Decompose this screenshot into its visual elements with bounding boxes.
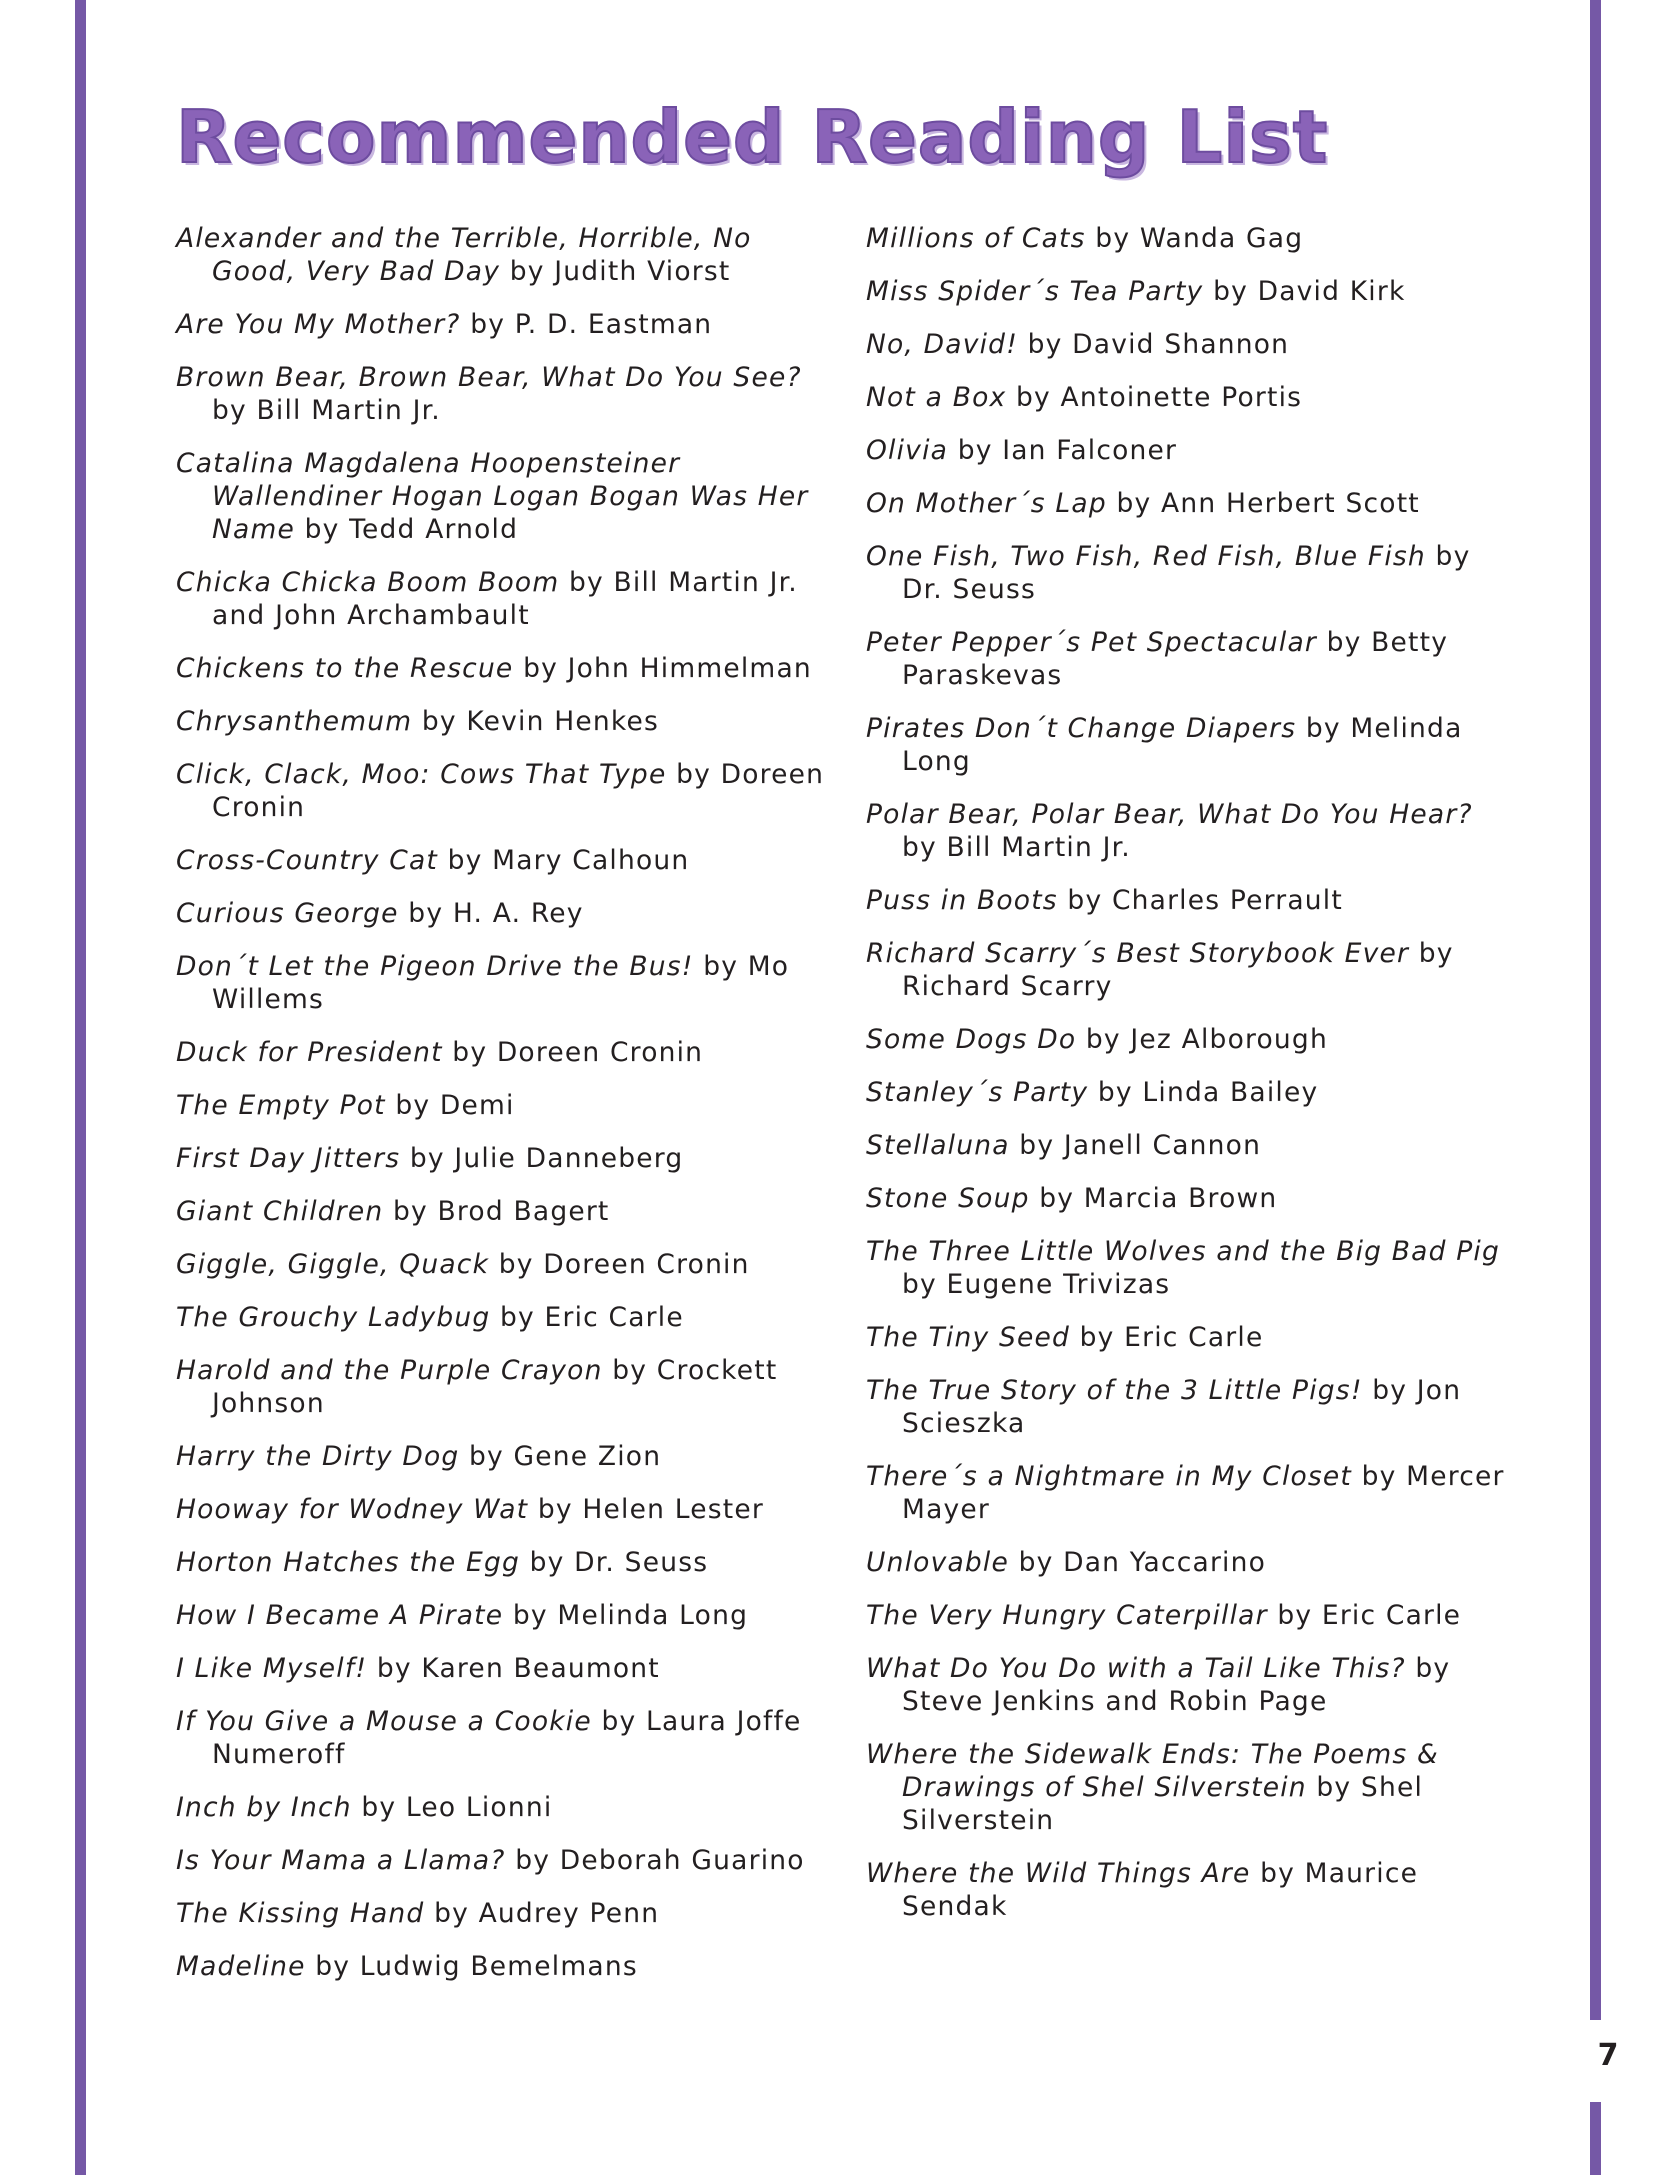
- book-author: by Julie Danneberg: [409, 1143, 684, 1174]
- book-title: Click, Clack, Moo: Cows That Type: [176, 759, 667, 790]
- book-title: Polar Bear, Polar Bear, What Do You Hear?: [866, 799, 1473, 830]
- book-author: by Bill Martin Jr.: [212, 395, 441, 426]
- book-entry: [176, 1599, 831, 1632]
- book-entry: [176, 950, 831, 1016]
- book-author: by Ludwig Bemelmans: [315, 1951, 638, 1982]
- book-entry: [176, 566, 831, 632]
- book-author: by Dr. Seuss: [529, 1547, 709, 1578]
- book-title: Pirates Don´t Change Diapers: [866, 713, 1297, 744]
- book-author: by Eugene Trivizas: [902, 1269, 1171, 1300]
- book-title: Not a Box: [866, 382, 1007, 413]
- book-entry: [866, 712, 1506, 778]
- book-author: by Bill Martin Jr. and John Archambault: [212, 567, 798, 631]
- book-title: The Tiny Seed: [866, 1322, 1071, 1353]
- book-author: by Helen Lester: [537, 1494, 764, 1525]
- book-title: Peter Pepper´s Pet Spectacular: [866, 627, 1318, 658]
- book-author: by Melinda Long: [512, 1600, 749, 1631]
- book-author: by Maurice Sendak: [902, 1858, 1419, 1922]
- book-title: Miss Spider´s Tea Party: [866, 276, 1204, 307]
- book-author: by David Kirk: [1213, 276, 1406, 307]
- book-entry: [176, 361, 831, 427]
- book-entry: [176, 705, 831, 738]
- book-title: Chickens to the Rescue: [176, 653, 514, 684]
- book-author: by Eric Carle: [1079, 1322, 1264, 1353]
- book-title: Chicka Chicka Boom Boom: [176, 567, 560, 598]
- book-entry: [866, 1460, 1506, 1526]
- book-title: Harry the Dirty Dog: [176, 1441, 460, 1472]
- book-author: by Crockett Johnson: [212, 1355, 778, 1419]
- book-entry: [176, 844, 831, 877]
- right-border-bar-lower: [1590, 2102, 1601, 2175]
- book-author: by John Himmelman: [523, 653, 812, 684]
- book-author: by Gene Zion: [469, 1441, 662, 1472]
- book-author: by Shel Silverstein: [902, 1772, 1424, 1836]
- book-title: If You Give a Mouse a Cookie: [176, 1706, 592, 1737]
- book-entry: [866, 1321, 1506, 1354]
- book-title: Are You My Mother?: [176, 309, 461, 340]
- book-author: by Charles Perrault: [1067, 885, 1343, 916]
- book-entry: [176, 758, 831, 824]
- book-author: by Mary Calhoun: [447, 845, 690, 876]
- book-entry: [866, 381, 1506, 414]
- book-author: by H. A. Rey: [408, 898, 584, 929]
- book-title: Duck for President: [176, 1037, 443, 1068]
- book-entry: [866, 1129, 1506, 1162]
- book-title: On Mother´s Lap: [866, 488, 1107, 519]
- book-entry: [176, 1248, 831, 1281]
- book-entry: [176, 897, 831, 930]
- left-border-bar: [75, 0, 86, 2175]
- book-title: Catalina Magdalena Hoopensteiner Wallendiner Hogan Logan Bogan Was Her Name: [176, 448, 809, 545]
- book-author: by Doreen Cronin: [498, 1249, 750, 1280]
- book-author: by Eric Carle: [1277, 1600, 1462, 1631]
- book-author: by Tedd Arnold: [304, 514, 519, 545]
- book-title: What Do You Do with a Tail Like This?: [866, 1653, 1406, 1684]
- book-title: Cross-Country Cat: [176, 845, 439, 876]
- book-entry: [866, 328, 1506, 361]
- book-entry: [176, 1652, 831, 1685]
- book-author: by Antoinette Portis: [1016, 382, 1303, 413]
- book-author: by Melinda Long: [902, 713, 1463, 777]
- book-title: How I Became A Pirate: [176, 1600, 504, 1631]
- book-title: No, David!: [866, 329, 1019, 360]
- book-author: by Jon Scieszka: [902, 1375, 1462, 1439]
- book-entry: [866, 1546, 1506, 1579]
- book-title: Giant Children: [176, 1196, 384, 1227]
- page-title: Recommended Reading List: [176, 95, 1329, 179]
- book-title: Richard Scarry´s Best Storybook Ever: [866, 938, 1410, 969]
- book-author: by Audrey Penn: [434, 1898, 660, 1929]
- reading-list-left-column: [176, 222, 831, 2003]
- book-entry: [176, 1950, 831, 1983]
- book-title: Unlovable: [866, 1547, 1009, 1578]
- book-entry: [866, 1182, 1506, 1215]
- book-title: The Three Little Wolves and the Big Bad Pig: [866, 1236, 1501, 1267]
- book-title: Chrysanthemum: [176, 706, 413, 737]
- book-title: Brown Bear, Brown Bear, What Do You See?: [176, 362, 802, 393]
- book-author: by Dr. Seuss: [902, 541, 1471, 605]
- book-title: I Like Myself!: [176, 1653, 368, 1684]
- book-entry: [176, 447, 831, 546]
- book-entry: [866, 1235, 1506, 1301]
- book-title: Some Dogs Do: [866, 1024, 1077, 1055]
- book-title: Stellaluna: [866, 1130, 1010, 1161]
- book-author: by Karen Beaumont: [376, 1653, 660, 1684]
- reading-list-right-column: [866, 222, 1506, 1943]
- book-entry: [866, 222, 1506, 255]
- book-entry: [176, 1195, 831, 1228]
- book-entry: [866, 275, 1506, 308]
- book-title: Don´t Let the Pigeon Drive the Bus!: [176, 951, 694, 982]
- book-author: by Betty Paraskevas: [902, 627, 1449, 691]
- book-entry: [176, 1791, 831, 1824]
- book-title: Stanley´s Party: [866, 1077, 1089, 1108]
- book-entry: [866, 798, 1506, 864]
- book-title: Horton Hatches the Egg: [176, 1547, 521, 1578]
- book-title: Madeline: [176, 1951, 306, 1982]
- book-title: Giggle, Giggle, Quack: [176, 1249, 490, 1280]
- book-entry: [176, 1897, 831, 1930]
- book-author: by Jez Alborough: [1085, 1024, 1328, 1055]
- book-entry: [176, 1036, 831, 1069]
- book-author: by Linda Bailey: [1097, 1077, 1319, 1108]
- book-title: The Kissing Hand: [176, 1898, 425, 1929]
- book-title: Olivia: [866, 435, 949, 466]
- book-entry: [176, 308, 831, 341]
- book-author: by David Shannon: [1027, 329, 1290, 360]
- book-author: by Ann Herbert Scott: [1116, 488, 1420, 519]
- book-author: by Dan Yaccarino: [1018, 1547, 1267, 1578]
- book-title: Inch by Inch: [176, 1792, 352, 1823]
- book-entry: [866, 434, 1506, 467]
- book-title: Harold and the Purple Crayon: [176, 1355, 603, 1386]
- book-entry: [176, 1493, 831, 1526]
- book-title: Where the Sidewalk Ends: The Poems & Drawings of Shel Silverstein: [866, 1739, 1439, 1803]
- book-entry: [176, 1844, 831, 1877]
- book-author: by Deborah Guarino: [515, 1845, 805, 1876]
- book-entry: [176, 1089, 831, 1122]
- book-author: by Kevin Henkes: [421, 706, 659, 737]
- book-entry: [176, 1546, 831, 1579]
- book-title: Hooway for Wodney Wat: [176, 1494, 529, 1525]
- book-title: The Very Hungry Caterpillar: [866, 1600, 1268, 1631]
- book-author: by Wanda Gag: [1095, 223, 1304, 254]
- book-entry: [866, 1374, 1506, 1440]
- book-author: by Bill Martin Jr.: [902, 832, 1131, 863]
- book-entry: [866, 1738, 1506, 1837]
- book-entry: [866, 1857, 1506, 1923]
- book-author: by Eric Carle: [500, 1302, 684, 1333]
- book-author: by Leo Lionni: [361, 1792, 553, 1823]
- book-author: by Doreen Cronin: [452, 1037, 704, 1068]
- book-author: by Mercer Mayer: [902, 1461, 1505, 1525]
- book-author: by Ian Falconer: [957, 435, 1178, 466]
- book-author: by P. D. Eastman: [470, 309, 713, 340]
- book-author: by Doreen Cronin: [212, 759, 825, 823]
- book-title: The Grouchy Ladybug: [176, 1302, 491, 1333]
- book-title: Stone Soup: [866, 1183, 1030, 1214]
- book-author: by Brod Bagert: [393, 1196, 610, 1227]
- book-author: by Janell Cannon: [1019, 1130, 1262, 1161]
- page-number: 7: [1597, 2038, 1619, 2073]
- book-entry: [866, 487, 1506, 520]
- book-author: by Mo Willems: [212, 951, 790, 1015]
- book-entry: [866, 1076, 1506, 1109]
- book-entry: [176, 1440, 831, 1473]
- book-title: The True Story of the 3 Little Pigs!: [866, 1375, 1363, 1406]
- book-author: by Demi: [395, 1090, 515, 1121]
- book-entry: [176, 652, 831, 685]
- book-title: Where the Wild Things Are: [866, 1858, 1251, 1889]
- book-title: Millions of Cats: [866, 223, 1086, 254]
- book-entry: [176, 1301, 831, 1334]
- book-entry: [176, 222, 831, 288]
- book-author: by Judith Viorst: [509, 256, 731, 287]
- book-entry: [176, 1142, 831, 1175]
- book-title: First Day Jitters: [176, 1143, 401, 1174]
- book-title: Puss in Boots: [866, 885, 1058, 916]
- book-entry: [866, 1652, 1506, 1718]
- book-entry: [866, 884, 1506, 917]
- book-author: by Steve Jenkins and Robin Page: [902, 1653, 1451, 1717]
- book-title: Is Your Mama a Llama?: [176, 1845, 506, 1876]
- book-entry: [176, 1705, 831, 1771]
- book-entry: [866, 626, 1506, 692]
- book-author: by Richard Scarry: [902, 938, 1454, 1002]
- book-title: Curious George: [176, 898, 399, 929]
- book-author: by Laura Joffe Numeroff: [212, 1706, 802, 1770]
- book-title: The Empty Pot: [176, 1090, 386, 1121]
- book-entry: [866, 1599, 1506, 1632]
- book-entry: [176, 1354, 831, 1420]
- book-title: Alexander and the Terrible, Horrible, No Good, Very Bad Day: [176, 223, 752, 287]
- right-border-bar: [1590, 0, 1601, 2020]
- book-author: by Marcia Brown: [1039, 1183, 1278, 1214]
- book-entry: [866, 937, 1506, 1003]
- book-entry: [866, 1023, 1506, 1056]
- book-title: There´s a Nightmare in My Closet: [866, 1461, 1353, 1492]
- book-entry: [866, 540, 1506, 606]
- book-title: One Fish, Two Fish, Red Fish, Blue Fish: [866, 541, 1426, 572]
